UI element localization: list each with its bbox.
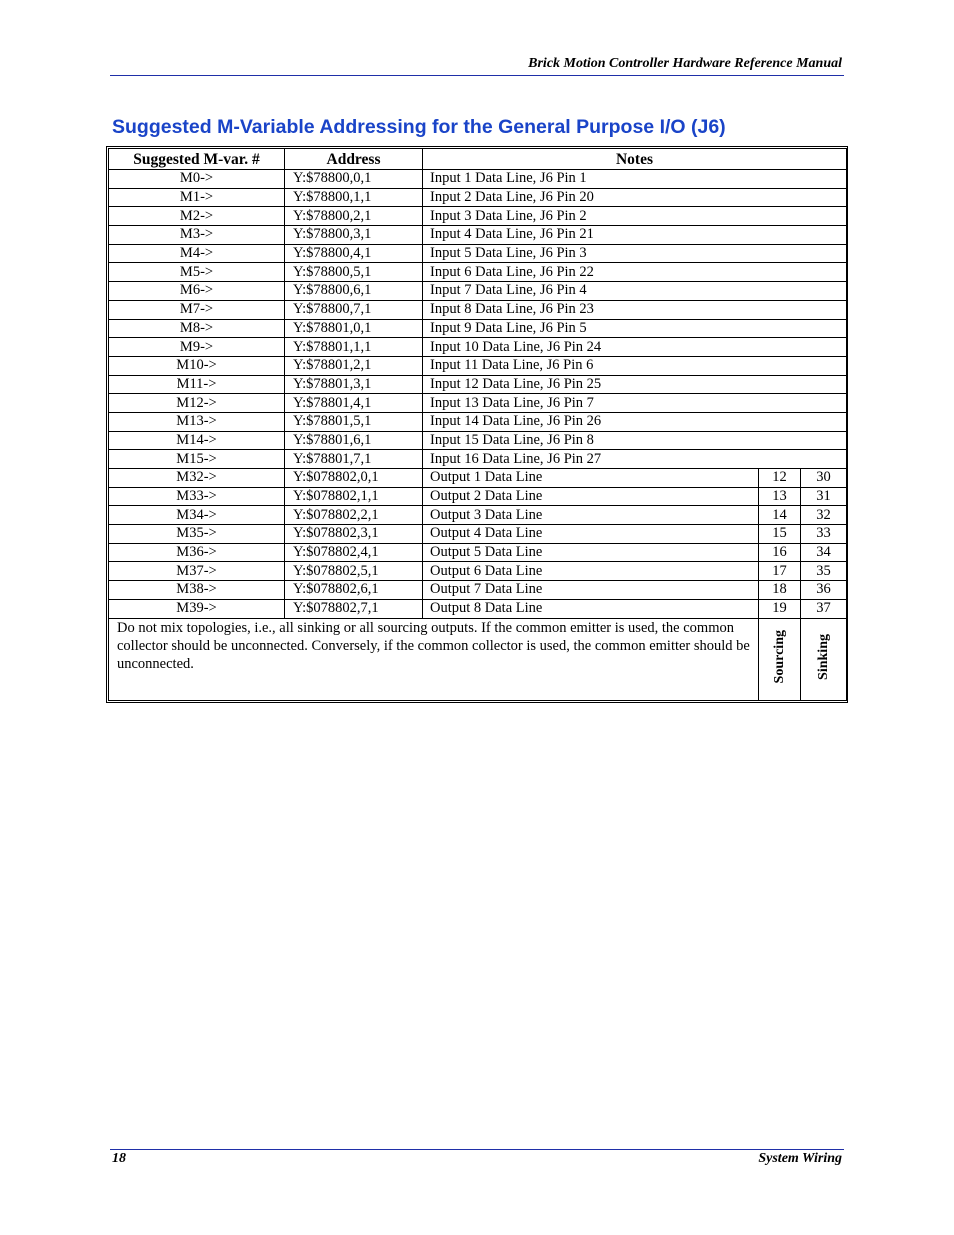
mvar-cell: M10-> (109, 356, 285, 375)
address-cell: Y:$78800,2,1 (285, 207, 423, 226)
address-cell: Y:$078802,1,1 (285, 487, 423, 506)
notes-cell: Input 16 Data Line, J6 Pin 27 (423, 450, 847, 469)
sinking-pin-cell: 30 (801, 469, 847, 488)
address-cell: Y:$78801,0,1 (285, 319, 423, 338)
notes-cell: Input 15 Data Line, J6 Pin 8 (423, 431, 847, 450)
table-row (109, 207, 847, 226)
table-row (109, 338, 847, 357)
table-row (109, 543, 847, 562)
notes-cell: Input 9 Data Line, J6 Pin 5 (423, 319, 847, 338)
sourcing-pin-cell: 13 (759, 487, 801, 506)
notes-cell: Output 6 Data Line (423, 562, 759, 581)
notes-cell: Input 12 Data Line, J6 Pin 25 (423, 375, 847, 394)
notes-cell: Input 10 Data Line, J6 Pin 24 (423, 338, 847, 357)
mvar-cell: M15-> (109, 450, 285, 469)
table-footer-row (109, 618, 847, 701)
header-rule (110, 75, 844, 76)
sinking-pin-cell: 32 (801, 506, 847, 525)
footer-rule (110, 1149, 844, 1150)
sinking-pin-cell: 37 (801, 599, 847, 618)
col-header-mvar: Suggested M-var. # (109, 149, 285, 170)
mvar-cell: M1-> (109, 188, 285, 207)
table-row (109, 263, 847, 282)
mvar-cell: M6-> (109, 282, 285, 301)
notes-cell: Input 14 Data Line, J6 Pin 26 (423, 412, 847, 431)
address-cell: Y:$78801,7,1 (285, 450, 423, 469)
notes-cell: Output 1 Data Line (423, 469, 759, 488)
mvar-cell: M36-> (109, 543, 285, 562)
address-cell: Y:$78801,6,1 (285, 431, 423, 450)
address-cell: Y:$78800,1,1 (285, 188, 423, 207)
mvar-cell: M34-> (109, 506, 285, 525)
mvar-cell: M9-> (109, 338, 285, 357)
table-row (109, 525, 847, 544)
topology-note: Do not mix topologies, i.e., all sinking or all sourcing outputs. If the common emitter is used, the common collector should be unconnected. Conversely, if the common collector is used, the common emitter should be unconnected. (109, 618, 759, 701)
notes-cell: Input 1 Data Line, J6 Pin 1 (423, 170, 847, 189)
table-row (109, 356, 847, 375)
address-cell: Y:$78801,3,1 (285, 375, 423, 394)
address-cell: Y:$78800,5,1 (285, 263, 423, 282)
sourcing-pin-cell: 16 (759, 543, 801, 562)
notes-cell: Input 13 Data Line, J6 Pin 7 (423, 394, 847, 413)
notes-cell: Output 3 Data Line (423, 506, 759, 525)
address-cell: Y:$78800,4,1 (285, 244, 423, 263)
mvar-cell: M13-> (109, 412, 285, 431)
address-cell: Y:$78801,1,1 (285, 338, 423, 357)
table-row (109, 581, 847, 600)
address-cell: Y:$78801,5,1 (285, 412, 423, 431)
table-row (109, 244, 847, 263)
table-row (109, 599, 847, 618)
notes-cell: Input 7 Data Line, J6 Pin 4 (423, 282, 847, 301)
sourcing-label: Sourcing (772, 630, 787, 684)
sourcing-pin-cell: 14 (759, 506, 801, 525)
sinking-pin-cell: 35 (801, 562, 847, 581)
sinking-label: Sinking (816, 633, 831, 680)
address-cell: Y:$078802,7,1 (285, 599, 423, 618)
mvar-cell: M7-> (109, 300, 285, 319)
sinking-pin-cell: 34 (801, 543, 847, 562)
table-row (109, 300, 847, 319)
address-cell: Y:$078802,5,1 (285, 562, 423, 581)
table-row (109, 469, 847, 488)
table-row (109, 226, 847, 245)
table-header-row (109, 149, 847, 170)
mvar-cell: M0-> (109, 170, 285, 189)
notes-cell: Input 11 Data Line, J6 Pin 6 (423, 356, 847, 375)
table-row (109, 375, 847, 394)
table-row (109, 188, 847, 207)
mvar-cell: M35-> (109, 525, 285, 544)
mvar-cell: M4-> (109, 244, 285, 263)
mvar-cell: M8-> (109, 319, 285, 338)
table-row (109, 282, 847, 301)
address-cell: Y:$78800,6,1 (285, 282, 423, 301)
sourcing-pin-cell: 15 (759, 525, 801, 544)
table-row (109, 562, 847, 581)
sourcing-label-cell (759, 618, 801, 701)
col-header-notes: Notes (423, 149, 847, 170)
address-cell: Y:$078802,3,1 (285, 525, 423, 544)
col-header-address: Address (285, 149, 423, 170)
mvar-cell: M39-> (109, 599, 285, 618)
mvar-cell: M11-> (109, 375, 285, 394)
notes-cell: Input 3 Data Line, J6 Pin 2 (423, 207, 847, 226)
address-cell: Y:$78800,7,1 (285, 300, 423, 319)
table-row (109, 450, 847, 469)
sinking-pin-cell: 31 (801, 487, 847, 506)
sourcing-pin-cell: 19 (759, 599, 801, 618)
notes-cell: Input 2 Data Line, J6 Pin 20 (423, 188, 847, 207)
mvar-cell: M12-> (109, 394, 285, 413)
sourcing-pin-cell: 18 (759, 581, 801, 600)
table-row (109, 487, 847, 506)
table-row (109, 506, 847, 525)
sinking-pin-cell: 33 (801, 525, 847, 544)
m-variable-table-frame (106, 146, 848, 703)
notes-cell: Output 4 Data Line (423, 525, 759, 544)
notes-cell: Input 4 Data Line, J6 Pin 21 (423, 226, 847, 245)
address-cell: Y:$78801,4,1 (285, 394, 423, 413)
mvar-cell: M33-> (109, 487, 285, 506)
footer-section-label: System Wiring (758, 1151, 842, 1166)
notes-cell: Input 6 Data Line, J6 Pin 22 (423, 263, 847, 282)
notes-cell: Output 8 Data Line (423, 599, 759, 618)
page-number: 18 (112, 1151, 126, 1166)
sinking-pin-cell: 36 (801, 581, 847, 600)
mvar-cell: M5-> (109, 263, 285, 282)
mvar-cell: M14-> (109, 431, 285, 450)
address-cell: Y:$078802,4,1 (285, 543, 423, 562)
mvar-cell: M2-> (109, 207, 285, 226)
table-row (109, 412, 847, 431)
notes-cell: Output 7 Data Line (423, 581, 759, 600)
notes-cell: Input 8 Data Line, J6 Pin 23 (423, 300, 847, 319)
mvar-cell: M3-> (109, 226, 285, 245)
address-cell: Y:$078802,2,1 (285, 506, 423, 525)
address-cell: Y:$78801,2,1 (285, 356, 423, 375)
sinking-label-cell (801, 618, 847, 701)
m-variable-table (108, 148, 847, 701)
table-row (109, 394, 847, 413)
section-title: Suggested M-Variable Addressing for the General Purpose I/O (J6) (112, 116, 726, 138)
address-cell: Y:$078802,0,1 (285, 469, 423, 488)
sourcing-pin-cell: 17 (759, 562, 801, 581)
table-row (109, 319, 847, 338)
mvar-cell: M32-> (109, 469, 285, 488)
mvar-cell: M37-> (109, 562, 285, 581)
notes-cell: Input 5 Data Line, J6 Pin 3 (423, 244, 847, 263)
address-cell: Y:$78800,0,1 (285, 170, 423, 189)
table-row (109, 431, 847, 450)
table-row (109, 170, 847, 189)
notes-cell: Output 2 Data Line (423, 487, 759, 506)
address-cell: Y:$78800,3,1 (285, 226, 423, 245)
mvar-cell: M38-> (109, 581, 285, 600)
sourcing-pin-cell: 12 (759, 469, 801, 488)
notes-cell: Output 5 Data Line (423, 543, 759, 562)
address-cell: Y:$078802,6,1 (285, 581, 423, 600)
manual-title: Brick Motion Controller Hardware Reference Manual (528, 56, 842, 71)
